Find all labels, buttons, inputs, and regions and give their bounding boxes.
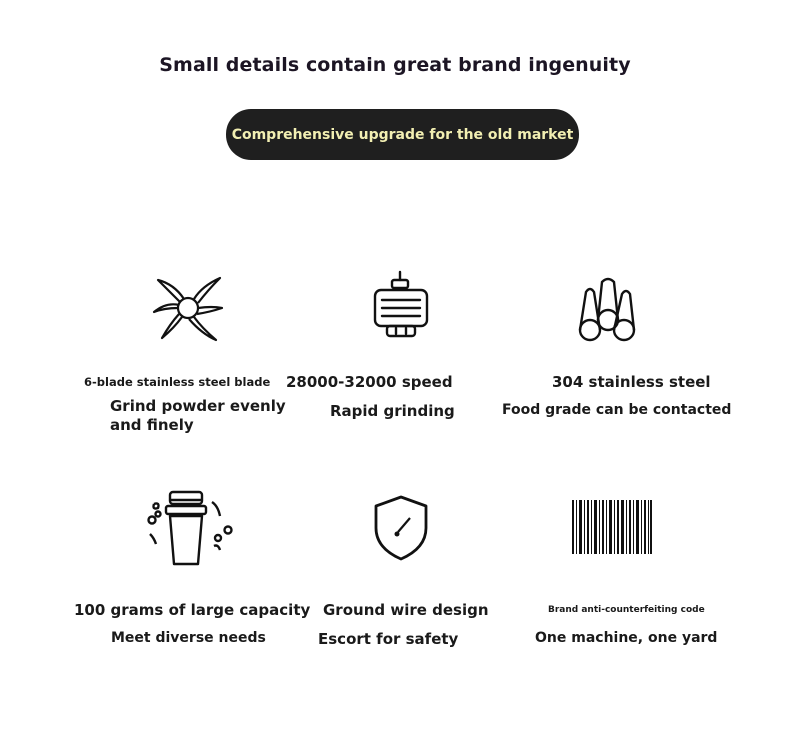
steel-pipes-icon [576, 274, 640, 344]
blade-icon [150, 272, 228, 344]
feature-capacity-desc: Meet diverse needs [111, 630, 266, 646]
feature-steel-label: 304 stainless steel [552, 373, 711, 391]
subtitle-text: Comprehensive upgrade for the old market [231, 126, 574, 143]
shield-icon [372, 494, 430, 562]
feature-ground-desc: Escort for safety [318, 630, 459, 648]
container-icon [142, 490, 234, 568]
barcode-icon [572, 500, 652, 554]
feature-ground-label: Ground wire design [323, 601, 489, 619]
subtitle-pill [226, 109, 579, 160]
feature-barcode-desc: One machine, one yard [535, 630, 718, 646]
feature-barcode-label: Brand anti-counterfeiting code [548, 605, 705, 615]
feature-speed-desc: Rapid grinding [330, 402, 455, 420]
feature-steel-desc: Food grade can be contacted [502, 402, 732, 418]
feature-speed-label: 28000-32000 speed [286, 373, 453, 391]
page-title: Small details contain great brand ingenuity [159, 54, 631, 76]
feature-capacity-label: 100 grams of large capacity [74, 601, 311, 619]
feature-blade-desc-line1: Grind powder evenly [110, 397, 286, 415]
feature-blade-desc-line2: and finely [110, 416, 194, 434]
feature-blade-label: 6-blade stainless steel blade [84, 375, 271, 389]
motor-icon [372, 270, 430, 340]
